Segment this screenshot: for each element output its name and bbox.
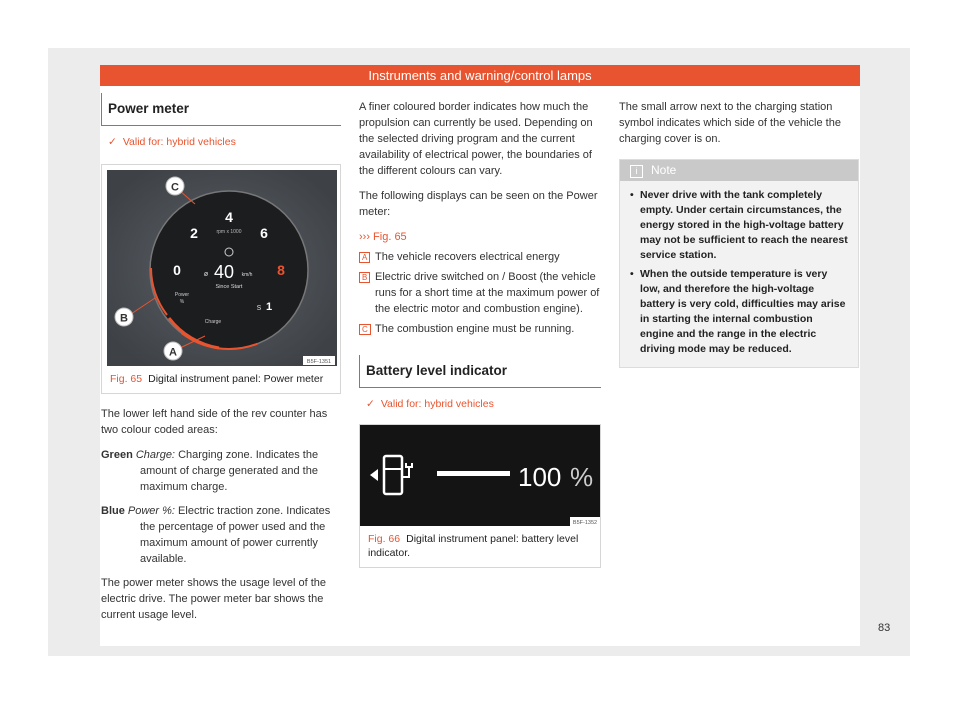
figure-66 [359,424,601,568]
paragraph-intro: The lower left hand side of the rev counter has two colour coded areas: [101,408,328,436]
battery-image [360,425,600,526]
term-green-text: Charging zone. Indicates the amount of charge generated and the maximum charge. [140,449,319,493]
gear-s: s [256,302,262,312]
list-item-c [359,321,601,337]
tick-8: 8 [277,262,285,278]
battery-value: 100 [518,462,562,492]
charging-station-icon [384,456,402,494]
figure-65 [101,164,341,394]
callout-a-label: A [169,346,177,359]
left-column [101,101,341,632]
right-column [619,99,859,368]
paragraph-arrow: The small arrow next to the charging station symbol indicates which side of the vehicle the charging cover is on. [619,101,841,145]
heading-rule-2 [359,387,601,388]
heading-power-meter: Power meter [101,101,341,117]
figure-number: Fig. 65 [110,373,143,385]
note-box [619,159,859,368]
term-blue-text: Electric traction zone. Indicates the percentage of power used and the maximum amount of power currently available. [140,505,331,565]
validity-note [101,134,341,150]
battery-unit: % [570,462,594,492]
note-header [620,160,858,181]
power-unit: % [179,299,185,305]
figure-caption-text: Digital instrument panel: Power meter [148,373,324,385]
figure-caption-text-2: Digital instrument panel: battery level indicator. [368,533,579,559]
note-item-text: Never drive with the tank completely empty. Under certain circumstances, the energy stored in the high-voltage battery may not be sufficient to reach the nearest service station. [640,189,848,261]
note-title: Note [651,163,677,177]
callout-b-label: B [120,312,128,325]
list-item-a-text: The vehicle recovers electrical energy [375,251,560,263]
callout-c-label: C [171,181,179,194]
charge-label: Charge [204,319,222,325]
speed-value: 40 [213,262,235,282]
figure-number-2: Fig. 66 [368,533,401,545]
speed-prefix: ø [203,271,209,278]
definition-blue [101,503,341,567]
power-label: Power [174,292,190,298]
note-body [620,181,858,367]
note-item-text: When the outside temperature is very low, and therefore the high-voltage battery is very cold, difficulties may arise in starting the internal combustion engine and the range in the electric driving mode may be reduced. [640,268,846,355]
list-item-b [359,269,601,317]
heading-battery-level: Battery level indicator [359,363,601,379]
figure-reference: ››› Fig. 65 [359,231,407,243]
validity-text: Valid for: hybrid vehicles [122,136,236,148]
gauge-image [107,170,337,366]
definition-green [101,447,341,495]
heading-rule [101,125,341,126]
validity-text-2: Valid for: hybrid vehicles [380,398,494,410]
badge-b: B [359,272,370,283]
note-item: • Never drive with the tank completely empty. Under certain circumstances, the energy stored in the high-voltage battery may not be sufficient to reach the nearest service station. [630,189,848,261]
term-blue-italic: Power %: [127,505,175,517]
gear-indicator: 1 [265,301,273,313]
figure-caption-2 [360,526,600,567]
tick-4: 4 [225,209,233,225]
term-green: Green [101,449,133,461]
since-start: Since Start [215,284,243,290]
battery-level-bar [437,471,510,476]
tick-6: 6 [260,225,268,241]
plug-icon [402,463,413,477]
paragraph-displays: The following displays can be seen on the Power meter: [359,190,598,218]
badge-c: C [359,324,371,335]
check-icon: ✓ [366,398,375,410]
figure-tag: B5F-1351 [306,359,332,365]
figure-caption [102,366,340,393]
tick-0: 0 [173,262,181,278]
list-item-c-text: The combustion engine must be running. [375,323,575,335]
figure-tag-2: B5F-1352 [572,520,598,526]
middle-column [359,99,601,568]
paragraph-border: A finer coloured border indicates how much the propulsion can currently be used. Depending on the selected driving program and the current availability of electrical power, the boundaries of the different colours can vary. [359,101,593,177]
section-header: Instruments and warning/control lamps [100,65,860,86]
power-gauge [107,170,337,366]
battery-indicator [360,425,600,526]
page-number: 83 [878,622,891,634]
validity-note-2 [359,396,601,412]
tick-2: 2 [190,225,198,241]
info-icon: i [630,165,643,178]
list-item-b-text: Electric drive switched on / Boost (the vehicle runs for a short time at the maximum power of the electric motor and combustion engine). [375,271,600,315]
paragraph-outro: The power meter shows the usage level of the electric drive. The power meter bar shows the current usage level. [101,577,327,621]
check-icon: ✓ [108,136,117,148]
badge-a: A [359,252,370,263]
term-blue: Blue [101,505,125,517]
note-item: • When the outside temperature is very low, and therefore the high-voltage battery is very cold, difficulties may arise in starting the internal combustion engine and the range in the electric driving mode may be reduced. [630,267,848,357]
list-item-a [359,249,601,265]
rpm-label: rpm x 1000 [216,229,242,235]
charging-side-arrow-icon [370,469,378,481]
speed-unit: km/h [241,272,253,278]
term-green-italic: Charge: [135,449,175,461]
